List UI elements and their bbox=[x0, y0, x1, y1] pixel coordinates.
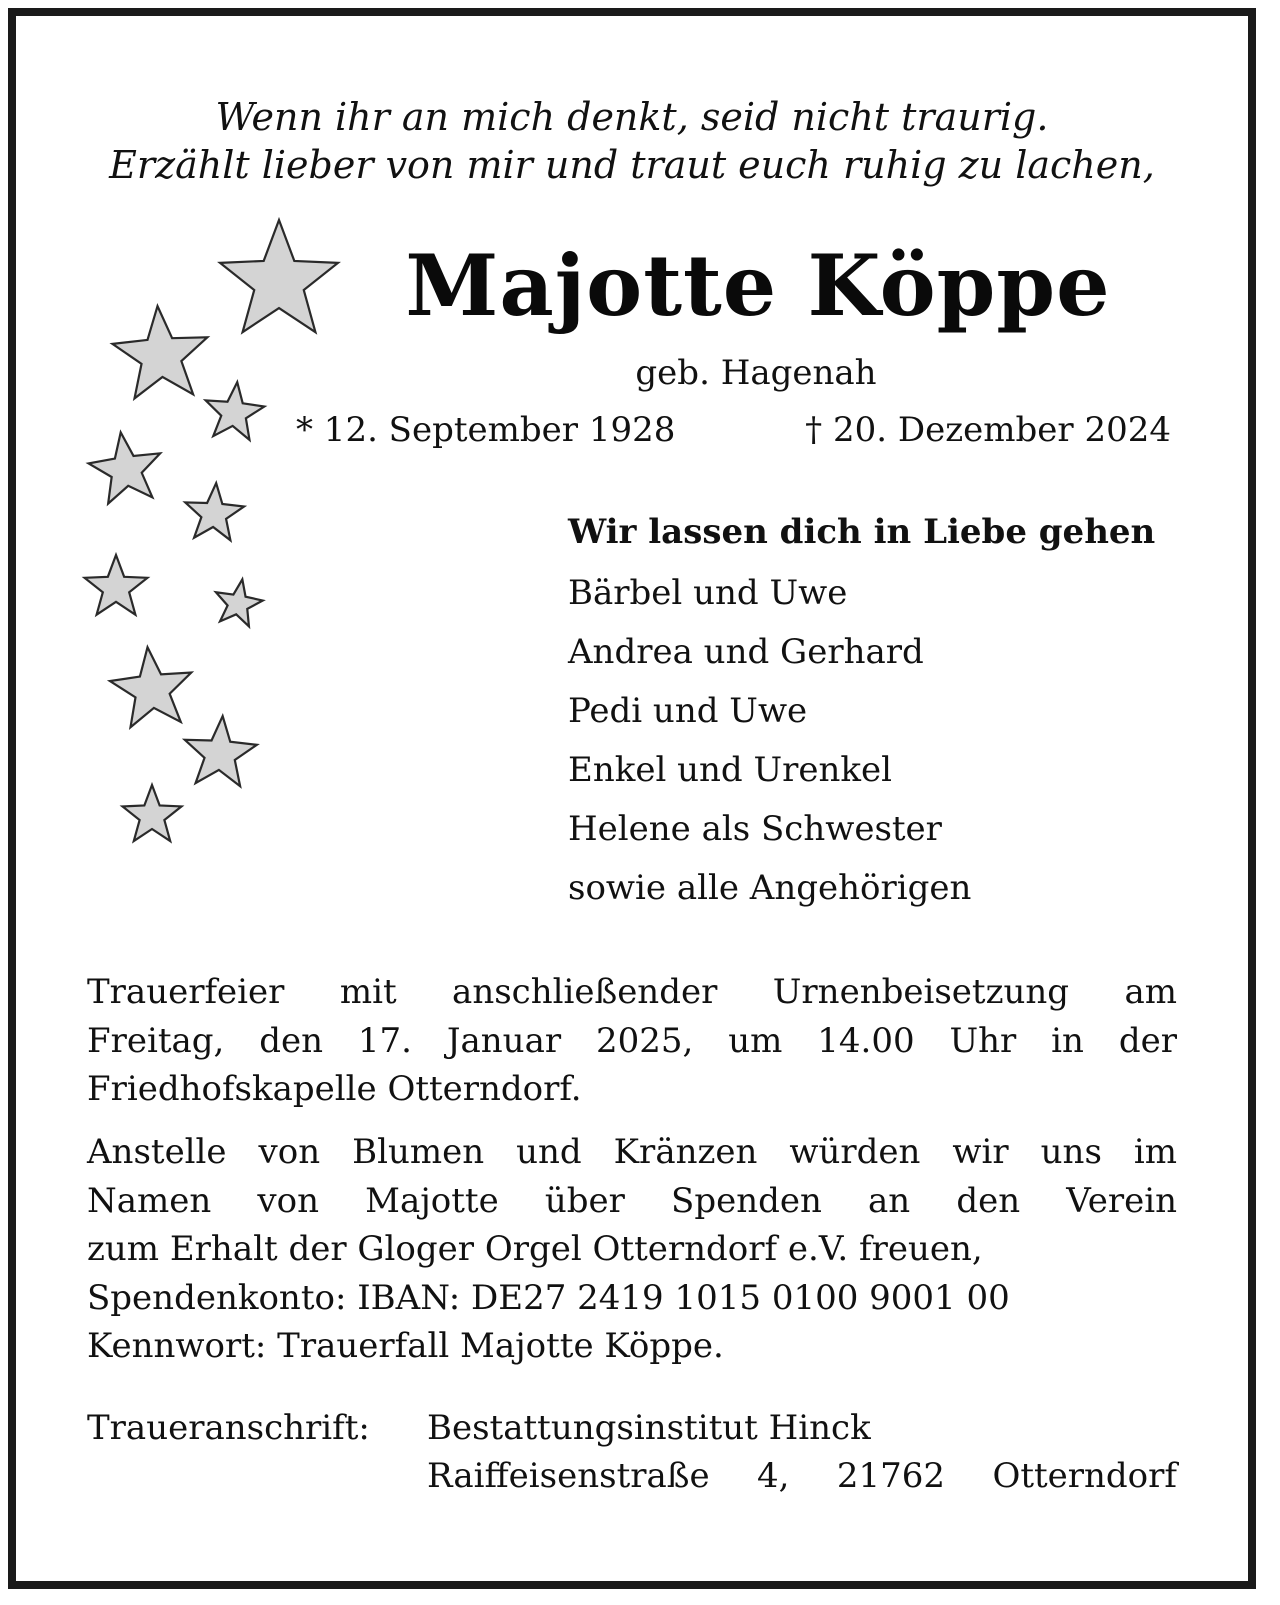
mourner-item: sowie alle Angehörigen bbox=[568, 868, 972, 908]
donation-paragraph bbox=[87, 1128, 1177, 1371]
obituary-frame bbox=[8, 8, 1256, 1589]
donation-line: Anstelle von Blumen und Kränzen würden wir uns im bbox=[87, 1132, 1177, 1172]
stars-decoration bbox=[71, 216, 361, 876]
service-line: Trauerfeier mit anschließender Urnenbeisetzung am bbox=[87, 972, 1177, 1012]
mourner-item: Andrea und Gerhard bbox=[568, 632, 924, 672]
address-line-1: Bestattungsinstitut Hinck bbox=[427, 1408, 871, 1448]
address-lines bbox=[427, 1404, 1177, 1500]
donation-line: Namen von Majotte über Spenden an den Verein bbox=[87, 1180, 1177, 1221]
deceased-name: Majotte Köppe bbox=[405, 236, 1111, 335]
star-icon bbox=[185, 716, 257, 786]
birth-date: * 12. September 1928 bbox=[296, 410, 676, 450]
verse-line-2: Erzählt lieber von mir und traut euch ruhig zu lachen, bbox=[109, 143, 1155, 187]
star-icon bbox=[185, 483, 244, 540]
mourner-item: Bärbel und Uwe bbox=[568, 573, 848, 613]
star-icon bbox=[216, 579, 263, 626]
star-icon bbox=[110, 647, 191, 727]
verse-line-1: Wenn ihr an mich denkt, seid nicht traurig. bbox=[215, 95, 1049, 139]
star-icon bbox=[206, 382, 265, 440]
star-icon bbox=[112, 306, 207, 398]
service-paragraph bbox=[87, 968, 1177, 1114]
address-line-2: Raiffeisenstraße 4, 21762 Otterndorf bbox=[427, 1456, 1177, 1496]
address-label: Traueranschrift: bbox=[87, 1408, 370, 1448]
donation-line: Kennwort: Trauerfall Majotte Köppe. bbox=[87, 1326, 724, 1366]
star-icon bbox=[89, 432, 161, 503]
donation-line: Spendenkonto: IBAN: DE27 2419 1015 0100 9001 00 bbox=[87, 1277, 1010, 1318]
mourners-list bbox=[568, 564, 1188, 918]
star-icon bbox=[220, 220, 338, 332]
service-line: Freitag, den 17. Januar 2025, um 14.00 Uhr in der bbox=[87, 1020, 1177, 1061]
star-icon bbox=[85, 555, 148, 615]
maiden-name: geb. Hagenah bbox=[635, 353, 877, 393]
death-date: † 20. Dezember 2024 bbox=[805, 410, 1171, 450]
donation-line: zum Erhalt der Gloger Orgel Otterndorf e.V. freuen, bbox=[87, 1229, 983, 1269]
star-icon bbox=[123, 785, 182, 841]
obituary-content bbox=[16, 16, 1248, 1581]
mourners-heading: Wir lassen dich in Liebe gehen bbox=[568, 512, 1156, 552]
mourners-block bbox=[568, 508, 1188, 918]
mourner-item: Pedi und Uwe bbox=[568, 691, 808, 731]
mourner-item: Helene als Schwester bbox=[568, 809, 942, 849]
mourner-item: Enkel und Urenkel bbox=[568, 750, 893, 790]
service-line: Friedhofskapelle Otterndorf. bbox=[87, 1069, 582, 1109]
